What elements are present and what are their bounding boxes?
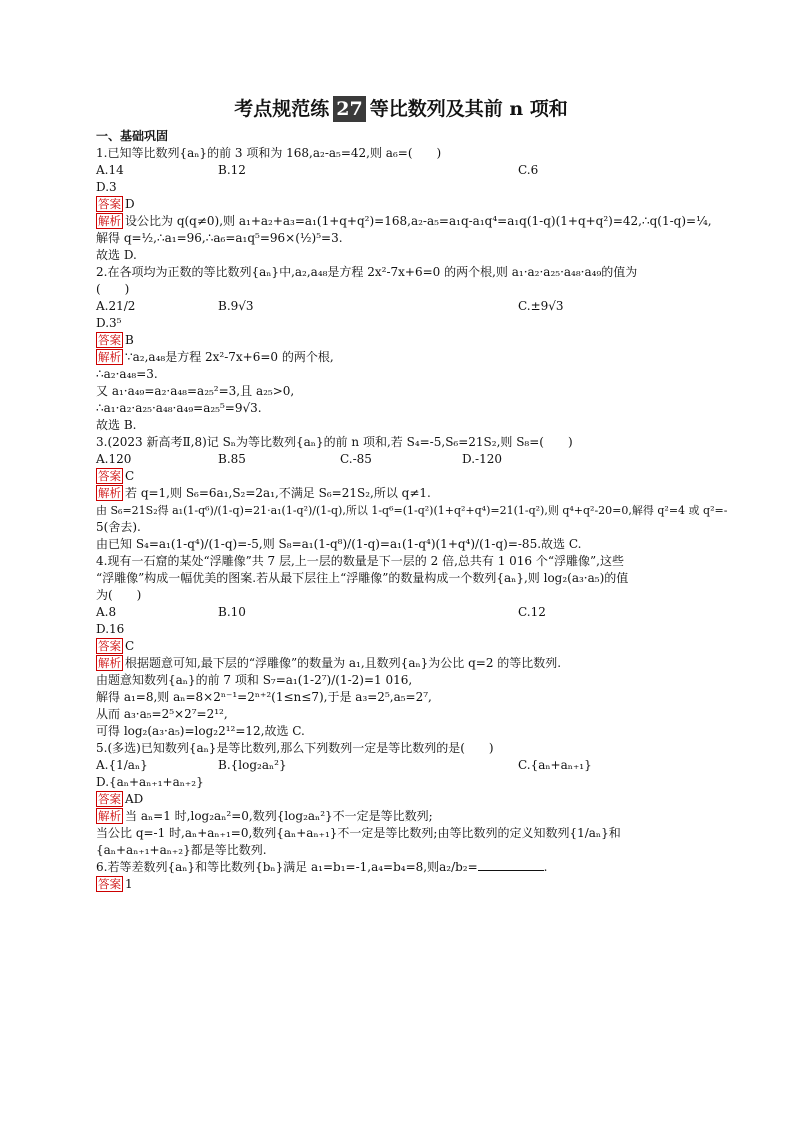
question-4-solution-line: 由题意知数列{aₙ}的前 7 项和 S₇=a₁(1-2⁷)/(1-2)=1 016, [96,673,413,687]
option-a: A.{1/aₙ} [96,758,148,772]
section-heading: 一、基础巩固 [96,129,169,143]
option-b: B.{log₂aₙ²} [218,758,287,772]
option-c: C.6 [518,163,539,177]
answer-tag: 答案 [98,469,121,483]
answer-tag: 答案 [98,639,121,653]
option-a: A.14 [96,163,124,177]
question-3-options [96,451,706,468]
question-3-solution-line: 由已知 S₄=a₁(1-q⁴)/(1-q)=-5,则 S₈=a₁(1-q⁸)/(1-q)=a₁(1-q⁴)(1+q⁴)/(1-q)=-85.故选 C. [96,537,582,551]
option-b: B.12 [218,163,246,177]
question-2-solution-line: ∴a₁·a₂·a₂₅·a₄₈·a₄₉=a₂₅⁵=9√3. [96,401,262,415]
question-2-options [96,298,706,332]
question-4-stem: 为( ) [96,588,142,602]
option-d: D.{aₙ+aₙ₊₁+aₙ₊₂} [96,775,204,789]
answer-blank [478,859,544,871]
answer-tag: 答案 [98,197,121,211]
question-6-answer: 1 [125,877,133,891]
option-d: D.3⁵ [96,316,122,330]
solution-tag: 解析 [98,350,121,364]
question-2-answer: B [125,333,134,347]
option-d: D.3 [96,180,117,194]
question-4-answer: C [125,639,135,653]
question-5-options [96,757,706,791]
question-2-stem: 2.在各项均为正数的等比数列{aₙ}中,a₂,a₄₈是方程 2x²-7x+6=0 的两个根,则 a₁·a₂·a₂₅·a₄₈·a₄₉的值为 [96,265,638,279]
page-title [96,96,706,122]
question-6-stem: 6.若等差数列{aₙ}和等比数列{bₙ}满足 a₁=b₁=-1,a₄=b₄=8,则a₂/b₂= . [96,860,548,874]
question-3-answer: C [125,469,135,483]
question-2-solution-line: 又 a₁·a₄₉=a₂·a₄₈=a₂₅²=3,且 a₂₅>0, [96,384,295,398]
question-3-stem: 3.(2023 新高考Ⅱ,8)记 Sₙ为等比数列{aₙ}的前 n 项和,若 S₄=-5,S₆=21S₂,则 S₈=( ) [96,435,573,449]
question-4-solution-line: 解得 a₁=8,则 aₙ=8×2ⁿ⁻¹=2ⁿ⁺²(1≤n≤7),于是 a₃=2⁵,a₅=2⁷, [96,690,432,704]
option-b: B.9√3 [218,299,254,313]
option-a: A.21/2 [96,299,136,313]
question-3-solution-line: 由 S₆=21S₂得 a₁(1-q⁶)/(1-q)=21·a₁(1-q²)/(1-q),所以 1-q⁶=(1-q²)(1+q²+q⁴)=21(1-q²),则 q⁴+q²-20=0,解得 q²=4 或 q²=- [96,504,728,517]
question-5-solution-line: 当公比 q=-1 时,aₙ+aₙ₊₁=0,数列{aₙ+aₙ₊₁}不一定是等比数列;由等比数列的定义知数列{1/aₙ}和 [96,826,621,840]
question-4-stem: “浮雕像”构成一幅优美的图案.若从最下层往上“浮雕像”的数量构成一个数列{aₙ},则 log₂(a₃·a₅)的值 [96,571,629,585]
title-suffix: 等比数列及其前 n 项和 [369,98,568,120]
question-2-solution-line: ∴a₂·a₄₈=3. [96,367,158,381]
question-5-solution-line: 当 aₙ=1 时,log₂aₙ²=0,数列{log₂aₙ²}不一定是等比数列; [125,809,433,823]
question-4-stem: 4.现有一石窟的某处“浮雕像”共 7 层,上一层的数量是下一层的 2 倍,总共有 1 016 个“浮雕像”,这些 [96,554,624,568]
document-page [96,96,728,893]
question-1-stem: 1.已知等比数列{aₙ}的前 3 项和为 168,a₂-a₅=42,则 a₆=( ) [96,146,442,160]
question-5-solution-line: {aₙ+aₙ₊₁+aₙ₊₂}都是等比数列. [96,843,267,857]
title-prefix: 考点规范练 [234,98,330,120]
answer-tag: 答案 [98,792,121,806]
question-2-solution-line: ∵a₂,a₄₈是方程 2x²-7x+6=0 的两个根, [125,350,334,364]
question-2-stem-cont: ( ) [96,282,130,296]
option-b: B.10 [218,605,246,619]
question-1-solution-line: 故选 D. [96,248,137,262]
question-5-answer: AD [125,792,144,806]
question-1-solution-line: 解得 q=½,∴a₁=96,∴a₆=a₁q⁵=96×(½)⁵=3. [96,231,343,245]
option-a: A.120 [96,452,132,466]
option-c: C.12 [518,605,546,619]
question-5-stem: 5.(多选)已知数列{aₙ}是等比数列,那么下列数列一定是等比数列的是( ) [96,741,494,755]
solution-tag: 解析 [98,486,121,500]
option-d: D.16 [96,622,125,636]
solution-tag: 解析 [98,214,121,228]
option-c: C.-85 [340,452,372,466]
question-4-options [96,604,706,638]
option-d: D.-120 [462,452,502,466]
question-3-solution-line: 5(舍去). [96,520,141,534]
question-4-solution-line: 根据题意可知,最下层的“浮雕像”的数量为 a₁,且数列{aₙ}为公比 q=2 的等比数列. [125,656,562,670]
option-b: B.85 [218,452,246,466]
question-3-solution-line: 若 q=1,则 S₆=6a₁,S₂=2a₁,不满足 S₆=21S₂,所以 q≠1. [125,486,431,500]
option-c: C.±9√3 [518,299,564,313]
question-4-solution-line: 从而 a₃·a₅=2⁵×2⁷=2¹², [96,707,228,721]
answer-tag: 答案 [98,333,121,347]
question-6-text: 6.若等差数列{aₙ}和等比数列{bₙ}满足 a₁=b₁=-1,a₄=b₄=8,则a₂/b₂= [96,860,478,874]
answer-tag: 答案 [98,877,121,891]
solution-tag: 解析 [98,656,121,670]
question-1-options [96,162,706,196]
option-c: C.{aₙ+aₙ₊₁} [518,758,592,772]
option-a: A.8 [96,605,117,619]
question-2-solution-line: 故选 B. [96,418,137,432]
question-1-answer: D [125,197,135,211]
question-1-solution-line: 设公比为 q(q≠0),则 a₁+a₂+a₃=a₁(1+q+q²)=168,a₂-a₅=a₁q-a₁q⁴=a₁q(1-q)(1+q+q²)=42,∴q(1-q)=¼, [125,214,712,228]
title-number-badge: 27 [333,96,365,122]
solution-tag: 解析 [98,809,121,823]
question-4-solution-line: 可得 log₂(a₃·a₅)=log₂2¹²=12,故选 C. [96,724,305,738]
